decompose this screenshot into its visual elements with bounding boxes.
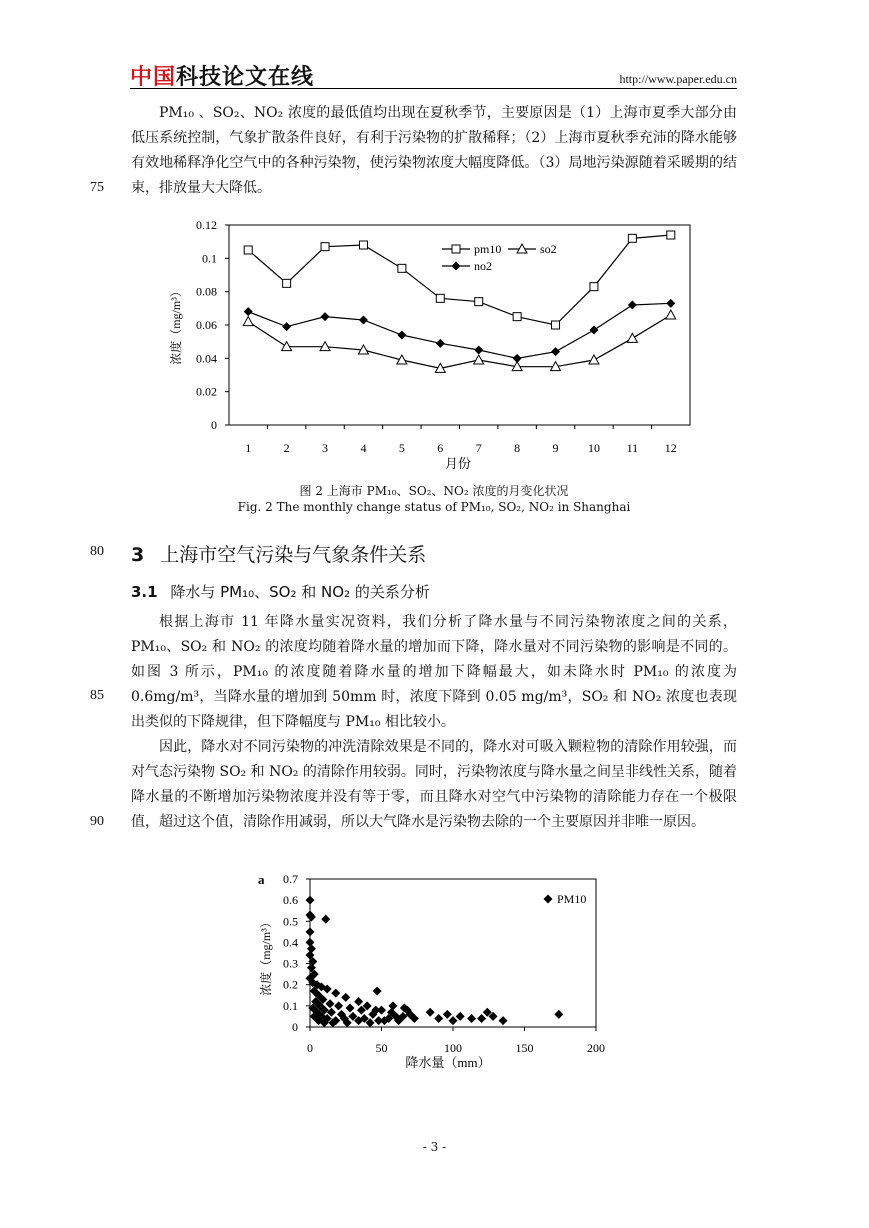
section-3-title: 上海市空气污染与气象条件关系	[160, 544, 427, 566]
fig2-no2-point	[321, 312, 330, 321]
fig2-legend-so2-label: so2	[540, 242, 557, 256]
fig2-so2-point	[243, 317, 253, 326]
fig2-pm10-point	[667, 231, 675, 239]
fig2-y-axis-label-text: 浓度（mg/m³）	[169, 285, 183, 365]
paragraph-3-text: 因此，降水对不同污染物的冲洗清除效果是不同的，降水对可吸入颗粒物的清除作用较强，而对气态污染物 SO₂ 和 NO₂ 的清除作用较弱。同时，污染物浓度与降水量之间呈非线性关系，随着降水量的不断增加污染物浓度并没有等于零，而且降水对空气中污染物的清除能力存在一个极限值，超过这个值，清除作用减弱，所以大气降水是污染物去除的一个主要原因并非唯一原因。	[131, 739, 737, 830]
fig2-legend-pm10-marker	[452, 245, 460, 253]
fig3-y-tick-label: 0.4	[283, 935, 298, 950]
figure-2-line-chart	[160, 212, 700, 477]
fig3-legend-pm10-marker	[544, 895, 553, 904]
fig2-y-tick-label: 0.06	[196, 318, 217, 332]
fig2-x-tick-label: 11	[626, 441, 639, 455]
intro-text: PM₁₀ 、SO₂、NO₂ 浓度的最低值均出现在夏秋季节，主要原因是（1）上海市夏季大部分由低压系统控制，气象扩散条件良好，有利于污染物的扩散稀释；（2）上海市夏秋季充沛的降水能够有效地稀释净化空气中的各种污染物，使污染物浓度大幅度降低。（3）局地污染源随着采暖期的结束，排放量大大降低。	[131, 105, 737, 196]
fig2-pm10-point	[513, 313, 521, 321]
fig3-pm10-point	[477, 1014, 486, 1023]
fig3-pm10-point	[334, 1001, 343, 1010]
fig2-pm10-point	[359, 241, 367, 249]
fig3-pm10-point	[346, 1003, 355, 1012]
logo-red-part: 中国	[130, 65, 177, 90]
fig2-x-tick-label: 6	[437, 441, 444, 455]
fig2-y-tick-label: 0.08	[196, 284, 217, 299]
section-31-heading	[131, 581, 430, 602]
fig3-y-tick-label: 0.2	[283, 977, 298, 992]
fig3-y-tick-label: 0.3	[283, 956, 298, 971]
fig3-legend-pm10-label: PM10	[557, 892, 587, 906]
fig2-y-tick-label: 0.04	[196, 351, 217, 366]
section-31-number: 3.1	[131, 583, 158, 601]
section-31-title: 降水与 PM₁₀、SO₂ 和 NO₂ 的关系分析	[170, 583, 430, 601]
fig3-pm10-point	[449, 1016, 458, 1025]
fig2-no2-point	[589, 326, 598, 335]
logo-black-part: 科技论文在线	[176, 65, 315, 90]
fig3-y-tick-label: 0.5	[283, 914, 298, 929]
fig3-y-tick-label: 0	[292, 1020, 298, 1034]
fig2-x-tick-label: 5	[398, 441, 405, 455]
fig2-no2-point	[666, 299, 675, 308]
fig3-pm10-point	[306, 927, 315, 936]
fig3-pm10-point	[388, 1001, 397, 1010]
fig2-so2-point	[474, 355, 484, 364]
fig3-pm10-point	[467, 1014, 476, 1023]
fig2-y-tick-label: 0	[211, 418, 217, 432]
fig3-pm10-point	[434, 1014, 443, 1023]
fig3-pm10-point	[306, 938, 315, 947]
fig2-no2-point	[397, 331, 406, 340]
fig2-caption-en: Fig. 2 The monthly change status of PM₁₀, SO₂, NO₂ in Shanghai	[237, 500, 631, 514]
fig2-so2-point	[666, 310, 676, 319]
fig3-y-tick-label: 0.6	[283, 893, 298, 908]
fig3-y-tick-label: 0.1	[283, 998, 298, 1013]
line-number-90: 90	[90, 814, 104, 829]
fig2-x-tick-label: 12	[664, 441, 677, 455]
fig2-pm10-point	[283, 279, 291, 287]
fig3-legend	[544, 892, 587, 906]
journal-logo	[130, 60, 314, 91]
intro-paragraph	[131, 101, 737, 201]
fig2-x-tick-label: 7	[475, 441, 482, 455]
fig2-y-tick-label: 0.02	[196, 384, 217, 399]
fig3-x-tick-label: 150	[515, 1041, 534, 1055]
page-number: - 3 -	[422, 1140, 447, 1154]
fig3-pm10-point	[443, 1010, 452, 1019]
fig3-x-tick-label: 50	[375, 1041, 388, 1055]
fig3-pm10-point	[307, 944, 316, 953]
fig2-x-tick-label: 9	[552, 441, 559, 455]
fig2-pm10-point	[475, 298, 483, 306]
header-url[interactable]: http://www.paper.edu.cn	[619, 72, 737, 86]
fig2-so2-line	[248, 315, 671, 368]
fig2-x-tick-label: 4	[360, 441, 367, 455]
fig3-y-axis-label	[258, 916, 273, 996]
fig2-x-tick-label: 1	[245, 441, 252, 455]
fig2-pm10-point	[590, 283, 598, 291]
fig2-legend-no2-label: no2	[474, 259, 492, 273]
fig3-pm10-point	[331, 989, 340, 998]
fig2-legend-no2-marker	[452, 262, 461, 271]
fig2-no2-point	[551, 347, 560, 356]
fig2-no2-point	[513, 354, 522, 363]
fig2-legend-pm10-label: pm10	[474, 242, 502, 256]
fig3-x-tick-label: 0	[307, 1041, 313, 1055]
fig3-pm10-point	[321, 915, 330, 924]
fig3-pm10-point	[306, 896, 315, 905]
fig3-x-tick-label: 200	[587, 1041, 605, 1055]
line-number-80: 80	[90, 544, 104, 559]
fig3-pm10-point	[326, 999, 335, 1008]
fig2-no2-point	[282, 322, 291, 331]
fig2-caption-cn: 图 2 上海市 PM₁₀、SO₂、NO₂ 浓度的月变化状况	[299, 484, 569, 498]
fig2-no2-line	[248, 303, 671, 358]
fig3-pm10-point	[426, 1008, 435, 1017]
paragraph-2-text: 根据上海市 11 年降水量实况资料，我们分析了降水量与不同污染物浓度之间的关系，PM₁₀、SO₂ 和 NO₂ 的浓度均随着降水量的增加而下降，降水量对不同污染物的影响是不同的。如图 3 所示，PM₁₀ 的浓度随着降水量的增加下降幅最大，如未降水时 PM₁₀ 的浓度为 0.6mg/m³，当降水量的增加到 50mm 时，浓度下降到 0.05 mg/m³，SO₂ 和 NO₂ 浓度也表现出类似的下降规律，但下降幅度与 PM₁₀ 相比较小。	[131, 614, 737, 730]
fig2-legend	[442, 242, 557, 273]
fig2-so2-point	[627, 333, 637, 342]
fig2-y-tick-label: 0.12	[196, 218, 217, 232]
fig2-pm10-point	[552, 321, 560, 329]
fig2-pm10-point	[628, 234, 636, 242]
fig2-so2-point	[589, 355, 599, 364]
fig3-pm10-point	[373, 987, 382, 996]
fig3-pm10-point	[456, 1012, 465, 1021]
fig3-x-tick-label: 100	[444, 1041, 462, 1055]
section-3-number: 3	[131, 544, 145, 566]
fig2-pm10-point	[436, 294, 444, 302]
paragraph-precipitation	[131, 610, 737, 835]
fig2-no2-point	[628, 301, 637, 310]
fig2-y-axis-label	[168, 285, 183, 365]
figure-3a-scatter-chart	[250, 868, 620, 1073]
fig2-x-axis-label: 月份	[444, 456, 472, 471]
fig2-pm10-point	[321, 243, 329, 251]
fig3-pm10-point	[554, 1010, 563, 1019]
fig2-x-tick-label: 10	[587, 441, 600, 455]
fig3-plot-area	[310, 879, 596, 1027]
fig3-pm10-point	[341, 993, 350, 1002]
fig3-pm10-point	[354, 997, 363, 1006]
fig3-x-axis-label: 降水量（mm）	[405, 1055, 491, 1070]
line-number-75: 75	[90, 180, 104, 195]
fig2-no2-point	[244, 307, 253, 316]
fig2-x-tick-label: 3	[322, 441, 329, 455]
fig2-pm10-point	[244, 246, 252, 254]
fig3-panel-label: a	[258, 872, 265, 887]
header-rule	[130, 88, 737, 89]
fig2-no2-point	[436, 339, 445, 348]
fig3-y-tick-label: 0.7	[283, 872, 298, 886]
section-3-heading	[131, 540, 426, 567]
fig3-y-axis-label-text: 浓度（mg/m³）	[259, 916, 273, 996]
fig2-x-tick-label: 2	[283, 441, 290, 455]
line-number-85: 85	[90, 688, 104, 703]
fig2-no2-point	[474, 346, 483, 355]
fig3-pm10-point	[499, 1016, 508, 1025]
fig2-plot-area	[229, 225, 690, 425]
fig2-x-tick-label: 8	[514, 441, 521, 455]
fig2-no2-point	[359, 316, 368, 325]
fig2-y-tick-label: 0.1	[202, 251, 217, 266]
fig2-pm10-point	[398, 264, 406, 272]
